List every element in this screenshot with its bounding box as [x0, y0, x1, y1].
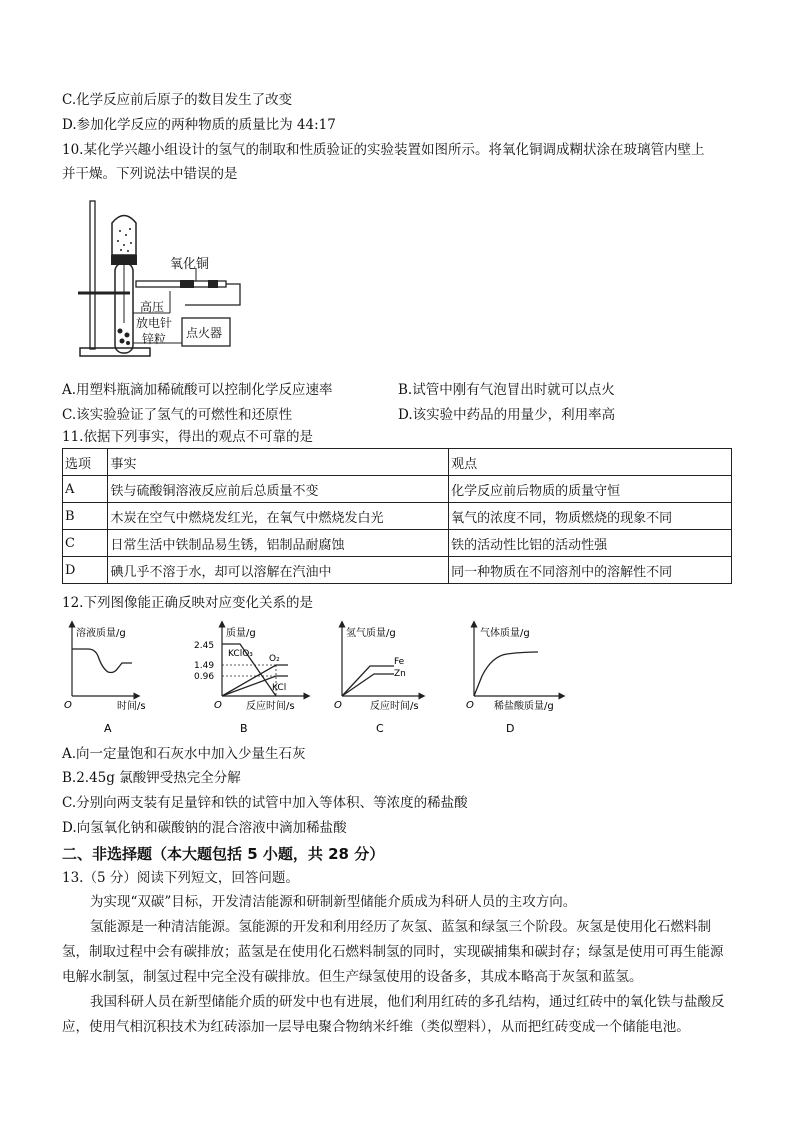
graph-b-caption: B	[240, 722, 248, 735]
cell-view: 铁的活动性比铝的活动性强	[449, 530, 732, 557]
q9-option-d: D.参加化学反应的两种物质的质量比为 44:17	[62, 117, 336, 133]
graph-c	[334, 624, 422, 735]
graph-c-xlabel: 反应时间/s	[370, 701, 419, 712]
graph-b-xlabel: 反应时间/s	[246, 701, 295, 712]
graph-b-series-kclo3: KClO₃	[228, 649, 253, 659]
graph-b-series-kcl: KCl	[272, 683, 287, 693]
cell-view: 氧气的浓度不同，物质燃烧的现象不同	[449, 503, 732, 530]
cell-view: 化学反应前后物质的质量守恒	[449, 476, 732, 503]
graph-d-xlabel: 稀盐酸质量/g	[494, 701, 554, 712]
graph-d-origin: O	[466, 700, 474, 711]
q12-stem: 12.下列图像能正确反映对应变化关系的是	[62, 595, 313, 611]
graph-b-tick-3: 0.96	[194, 672, 215, 682]
q12-graphs	[62, 616, 572, 740]
q13-paragraph-2: 氢能源是一种清洁能源。氢能源的开发和利用经历了灰氢、蓝氢和绿氢三个阶段。灰氢是使用化石燃料制氢，制取过程中会有碳排放；蓝氢是在使用化石燃料制氢的同时，实现碳捕集和碳封存；绿氢是使用可再生能源电解水制氢，制氢过程中完全没有碳排放。但生产绿氢使用的设备多，其成本略高于灰氢和蓝氢。	[62, 919, 724, 985]
graph-a	[64, 624, 146, 735]
cell-option: A	[63, 476, 108, 503]
label-igniter: 点火器	[186, 326, 223, 340]
q10-stem-line1: 10.某化学兴趣小组设计的氢气的制取和性质验证的实验装置如图所示。将氧化铜调成糊状涂在玻璃管内壁上	[62, 142, 705, 158]
q12-option-d: D.向氢氧化钠和碳酸钠的混合溶液中滴加稀盐酸	[62, 820, 347, 836]
q11-stem: 11.依据下列事实，得出的观点不可靠的是	[62, 429, 313, 445]
cell-fact: 木炭在空气中燃烧发红光，在氧气中燃烧发白光	[108, 503, 449, 530]
table-row	[63, 557, 732, 584]
graph-b-series-o2: O₂	[269, 654, 280, 664]
cell-option: B	[63, 503, 108, 530]
cell-view: 同一种物质在不同溶剂中的溶解性不同	[449, 557, 732, 584]
graph-c-origin: O	[334, 700, 342, 711]
graph-a-caption: A	[104, 722, 112, 735]
cell-option: C	[63, 530, 108, 557]
q10-stem-line2: 并干燥。下列说法中错误的是	[62, 166, 238, 182]
graph-c-ylabel: 氢气质量/g	[346, 628, 396, 639]
graph-a-ylabel: 溶液质量/g	[76, 628, 126, 639]
q10-option-a: A.用塑料瓶滴加稀硫酸可以控制化学反应速率	[62, 382, 333, 398]
label-highvolt: 高压	[140, 300, 165, 314]
graph-b-ylabel: 质量/g	[226, 628, 256, 639]
q11-table	[62, 448, 732, 584]
graph-b-tick-2: 1.49	[194, 661, 215, 671]
table-header-row	[63, 449, 732, 476]
cell-fact: 日常生活中铁制品易生锈，铝制品耐腐蚀	[108, 530, 449, 557]
q13-stem: 13.（5 分）阅读下列短文，回答问题。	[62, 870, 299, 886]
cell-fact: 铁与硫酸铜溶液反应前后总质量不变	[108, 476, 449, 503]
graph-b-tick-1: 2.45	[194, 641, 215, 651]
graph-a-origin: O	[64, 700, 72, 711]
table-row	[63, 503, 732, 530]
graph-c-series-fe: Fe	[394, 657, 405, 667]
graph-d-ylabel: 气体质量/g	[480, 628, 530, 639]
q10-option-c: C.该实验验证了氢气的可燃性和还原性	[62, 407, 293, 423]
q12-option-b: B.2.45g 氯酸钾受热完全分解	[62, 770, 241, 786]
header-view: 观点	[449, 449, 732, 476]
label-zinc: 锌粒	[142, 332, 167, 346]
q10-option-d: D.该实验中药品的用量少，利用率高	[398, 407, 616, 423]
graph-a-xlabel: 时间/s	[117, 701, 146, 712]
graph-b-origin: O	[214, 700, 222, 711]
q13-paragraph-3: 我国科研人员在新型储能介质的研发中也有进展，他们利用红砖的多孔结构，通过红砖中的氧化铁与盐酸反应，使用气相沉积技术为红砖添加一层导电聚合物纳米纤维（类似塑料），从而把红砖变成一个储能电池。	[62, 994, 725, 1035]
q10-apparatus-figure	[70, 193, 250, 368]
graph-c-series-zn: Zn	[394, 669, 406, 679]
cell-fact: 碘几乎不溶于水，却可以溶解在汽油中	[108, 557, 449, 584]
table-row	[63, 476, 732, 503]
table-row	[63, 530, 732, 557]
q10-option-b: B.试管中刚有气泡冒出时就可以点火	[398, 382, 615, 398]
graph-b	[194, 624, 307, 735]
cell-option: D	[63, 557, 108, 584]
q9-option-c: C.化学反应前后原子的数目发生了改变	[62, 92, 293, 108]
graph-d-caption: D	[506, 722, 515, 735]
q13-paragraph-1: 为实现“双碳”目标，开发清洁能源和研制新型储能介质成为科研人员的主攻方向。	[90, 894, 577, 910]
label-discharge: 放电针	[136, 316, 173, 330]
graph-c-caption: C	[376, 722, 384, 735]
graph-d	[466, 624, 562, 735]
section-heading: 二、非选择题（本大题包括 5 小题，共 28 分）	[62, 845, 385, 863]
q12-option-a: A.向一定量饱和石灰水中加入少量生石灰	[62, 746, 306, 762]
header-option: 选项	[63, 449, 108, 476]
header-fact: 事实	[108, 449, 449, 476]
q12-option-c: C.分别向两支装有足量锌和铁的试管中加入等体积、等浓度的稀盐酸	[62, 795, 468, 811]
label-cuo: 氧化铜	[170, 257, 210, 272]
